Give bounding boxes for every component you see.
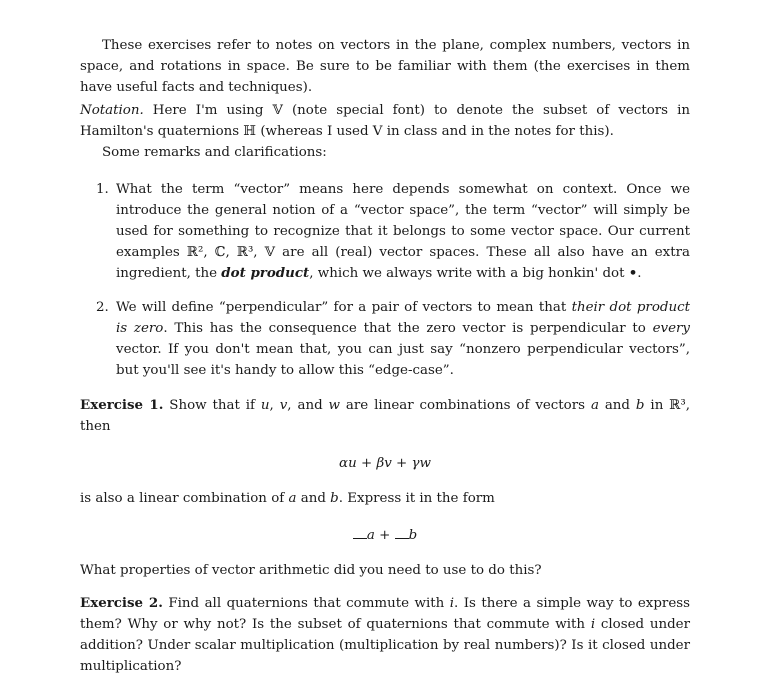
remark-text: vector. If you don't mean that, you can just say “nonzero perpendicular vectors”, but you'll see it's handy to allow this “edge-case”.	[116, 342, 690, 378]
math-variable: u	[260, 398, 270, 413]
remark-item-1	[80, 179, 690, 284]
math-variable: b	[408, 528, 418, 543]
remark-number: 2.	[96, 300, 109, 315]
exercise-2-statement	[80, 593, 690, 677]
remark-text: . This has the consequence that the zero vector is perpendicular to	[163, 321, 653, 336]
exercise-text: in ℝ³, then	[80, 398, 690, 434]
document-page	[80, 35, 690, 677]
math-variable: a	[590, 398, 599, 413]
exercise-text: Find all quaternions that commute with	[162, 596, 450, 611]
exercise-1-question: What properties of vector arithmetic did you need to use to do this?	[80, 563, 542, 578]
math-variable: a	[288, 491, 297, 506]
blank-line	[395, 525, 409, 539]
remark-text: We will define “perpendicular” for a pair of vectors to mean that	[116, 300, 572, 315]
remark-emphasis: their dot product is zero	[116, 300, 690, 336]
notation-label: Notation.	[80, 103, 144, 118]
exercise-1-statement	[80, 395, 690, 437]
intro-paragraph: These exercises refer to notes on vectors in the plane, complex numbers, vectors in space, and rotations in space. Be sure to be familiar with them (the exercises in them have useful facts and techniques).	[80, 38, 690, 95]
exercise-1-label: Exercise 1.	[80, 397, 164, 413]
remark-text: .	[637, 266, 642, 281]
exercise-1-continuation	[80, 488, 690, 509]
exercise-text: is also a linear combination of	[80, 491, 289, 506]
math-variable: i	[590, 617, 596, 632]
exercise-text: closed under addition? Under scalar multiplication (multiplication by real numbers)? Is it closed under multiplication?	[80, 617, 691, 674]
remarks-list	[80, 179, 690, 381]
math-variable: a	[366, 528, 375, 543]
remark-number: 1.	[96, 182, 109, 197]
exercise-2-label: Exercise 2.	[80, 595, 163, 611]
math-variable: w	[328, 398, 341, 413]
notation-text: Here I'm using 𝕍 (note special font) to denote the subset of vectors in Hamilton's quaternions ℍ (whereas I used V in class and in the notes for this).	[80, 103, 690, 139]
exercise-text: , and	[287, 398, 329, 413]
math-operator: +	[374, 528, 395, 543]
exercise-text: . Express it in the form	[338, 491, 495, 506]
display-equation-2	[80, 525, 690, 546]
math-variable: v	[279, 398, 288, 413]
remark-text: What the term “vector” means here depends somewhat on context. Once we introduce the general notion of a “vector space”, the term “vector” will simply be used for something to recognize that it belongs to some vector space. Our current examples ℝ², ℂ, ℝ³, 𝕍 are all (real) vector spaces. These all also have an extra ingredient, the	[116, 182, 690, 281]
remark-emphasis: dot product	[221, 265, 310, 281]
math-variable: i	[449, 596, 455, 611]
math-variable: b	[330, 491, 339, 506]
remark-text: , which we always write with a big honkin' dot	[309, 266, 629, 281]
exercise-text: are linear combinations of vectors	[340, 398, 591, 413]
notation-paragraph	[80, 100, 690, 142]
remarks-intro: Some remarks and clarifications:	[102, 145, 327, 160]
math-variable: b	[635, 398, 645, 413]
exercise-text: Show that if	[163, 398, 261, 413]
exercise-text: and	[598, 398, 636, 413]
blank-line	[353, 525, 367, 539]
remark-item-2	[80, 297, 690, 381]
dot-symbol: •	[628, 265, 638, 281]
exercise-text: . Is there a simple way to express them? Why or why not? Is the subset of quaternions that commute with	[80, 596, 690, 632]
remark-emphasis: every	[652, 321, 690, 336]
exercise-text: ,	[269, 398, 280, 413]
display-equation-1: αu + βv + γw	[339, 456, 431, 471]
exercise-text: and	[296, 491, 331, 506]
